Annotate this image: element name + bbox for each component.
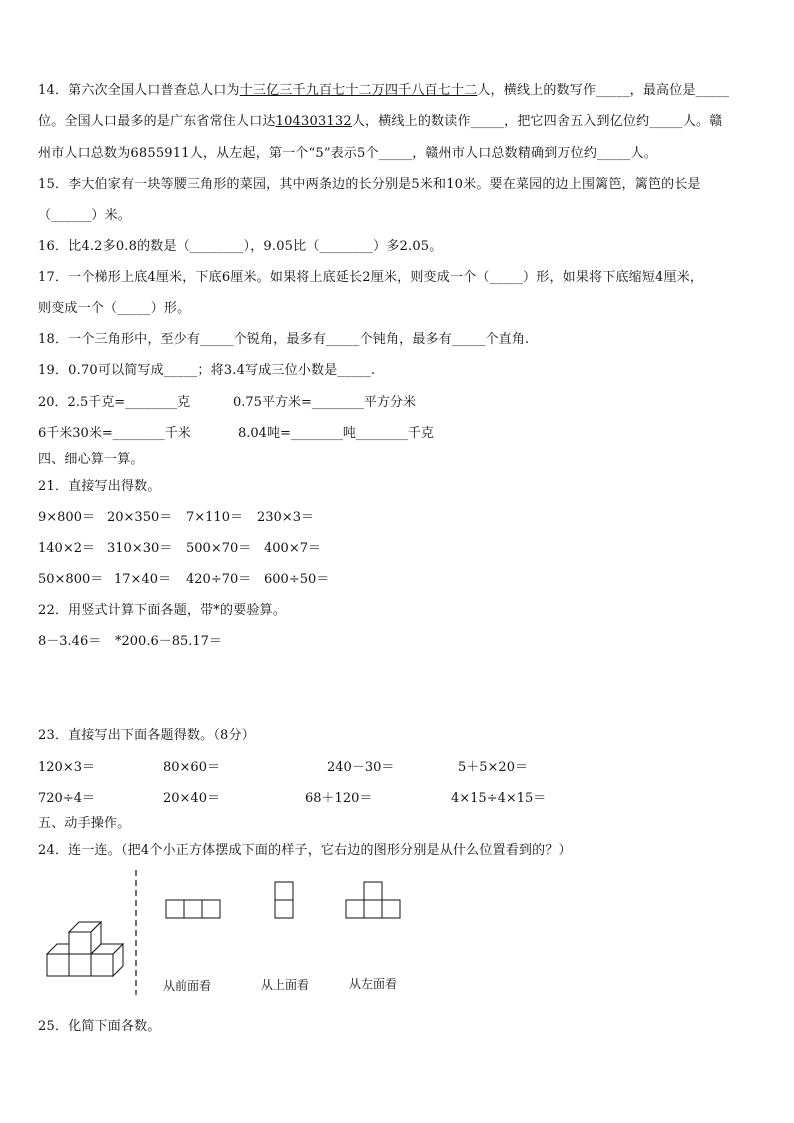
view-figure-t-shape (345, 881, 405, 921)
q21-cell: 9×800＝ (38, 510, 95, 525)
section-5-heading: 五、动手操作。 (38, 816, 131, 831)
q21-cell: 500×70＝ (186, 541, 252, 556)
q21-cell: 420÷70＝ (186, 572, 252, 587)
q17-line1: 17．一个梯形上底4厘米，下底6厘米。如果将上底延长2厘米，则变成一个（_____）形，如果将下底缩短4厘米， (38, 270, 704, 285)
caption-left-view: 从左面看 (349, 977, 398, 991)
q21-cell: 50×800＝ (38, 572, 104, 587)
q21-cell: 17×40＝ (114, 572, 171, 587)
q17-line2: 则变成一个（_____）形。 (38, 301, 191, 316)
q23-cell: 240－30＝ (327, 760, 395, 775)
q23-cell: 68＋120＝ (305, 791, 373, 806)
q14-underlined-number: 104303132 (275, 114, 352, 129)
q21-cell: 310×30＝ (107, 541, 173, 556)
q14-text: 人，横线上的数读作_____，把它四舍五入到亿位约_____人。赣 (351, 114, 723, 129)
q23-cell: 4×15÷4×15＝ (451, 791, 547, 806)
cube-stack-figure (44, 917, 126, 979)
q21-cell: 230×3＝ (257, 510, 314, 525)
q14-text: 人，横线上的数写作_____，最高位是_____ (477, 83, 730, 98)
q20-item-b: 0.75平方米=________平方分米 (233, 395, 416, 410)
view-figure-stacked-two (274, 881, 296, 921)
section-4-heading: 四、细心算一算。 (38, 452, 144, 467)
q21-cell: 140×2＝ (38, 541, 95, 556)
q14-line1 (38, 82, 729, 100)
q21-cell: 400×7＝ (264, 541, 321, 556)
q21-cell: 600÷50＝ (264, 572, 330, 587)
q24-title: 24．连一连。（把4个小正方体摆成下面的样子，它右边的图形分别是从什么位置看到的？） (38, 843, 572, 858)
caption-front-view: 从前面看 (163, 979, 212, 993)
q14-line3: 州市人口总数为6855911人，从左起，第一个“5”表示5个_____，赣州市人口总数精确到万位约_____人。 (38, 146, 657, 161)
q22-title: 22．用竖式计算下面各题，带*的要验算。 (38, 603, 287, 618)
q23-cell: 720÷4＝ (38, 791, 95, 806)
q15-line1: 15．李大伯家有一块等腰三角形的菜园，其中两条边的长分别是5米和10米。要在菜园的边上围篱笆，篱笆的长是 (38, 177, 701, 192)
q20-item-a: 20．2.5千克=________克 (38, 395, 191, 410)
q23-cell: 20×40＝ (163, 791, 220, 806)
q21-title: 21．直接写出得数。 (38, 479, 161, 494)
q20-item-d: 8.04吨=________吨________千克 (238, 426, 434, 441)
q16-line: 16．比4.2多0.8的数是（________），9.05比（________）多2.05。 (38, 239, 443, 254)
q23-cell: 120×3＝ (38, 760, 95, 775)
q21-cell: 20×350＝ (107, 510, 173, 525)
q23-title: 23．直接写出下面各题得数。（8分） (38, 728, 255, 743)
q22-item: *200.6－85.17＝ (115, 634, 222, 649)
q21-cell: 7×110＝ (186, 510, 243, 525)
q25-title: 25．化简下面各数。 (38, 1019, 161, 1034)
q19-line: 19．0.70可以简写成_____；将3.4写成三位小数是_____. (38, 363, 376, 378)
q15-line2: （______）米。 (38, 208, 132, 223)
q20-item-c: 6千米30米=________千米 (38, 426, 191, 441)
q14-line2 (38, 113, 722, 131)
q22-item: 8－3.46＝ (38, 634, 102, 649)
caption-top-view: 从上面看 (261, 978, 310, 992)
q14-text: 位。全国人口最多的是广东省常住人口达 (38, 114, 276, 129)
q14-underlined-number-words: 十三亿三千九百七十二万四千八百七十二 (239, 83, 478, 98)
q14-text: 14．第六次全国人口普查总人口为 (38, 83, 240, 98)
view-figure-row-of-three (165, 899, 223, 921)
q23-cell: 5＋5×20＝ (458, 760, 528, 775)
dashed-separator (134, 870, 138, 995)
q23-cell: 80×60＝ (163, 760, 220, 775)
q18-line: 18．一个三角形中，至少有_____个锐角，最多有_____个钝角，最多有_____个直角. (38, 332, 530, 347)
